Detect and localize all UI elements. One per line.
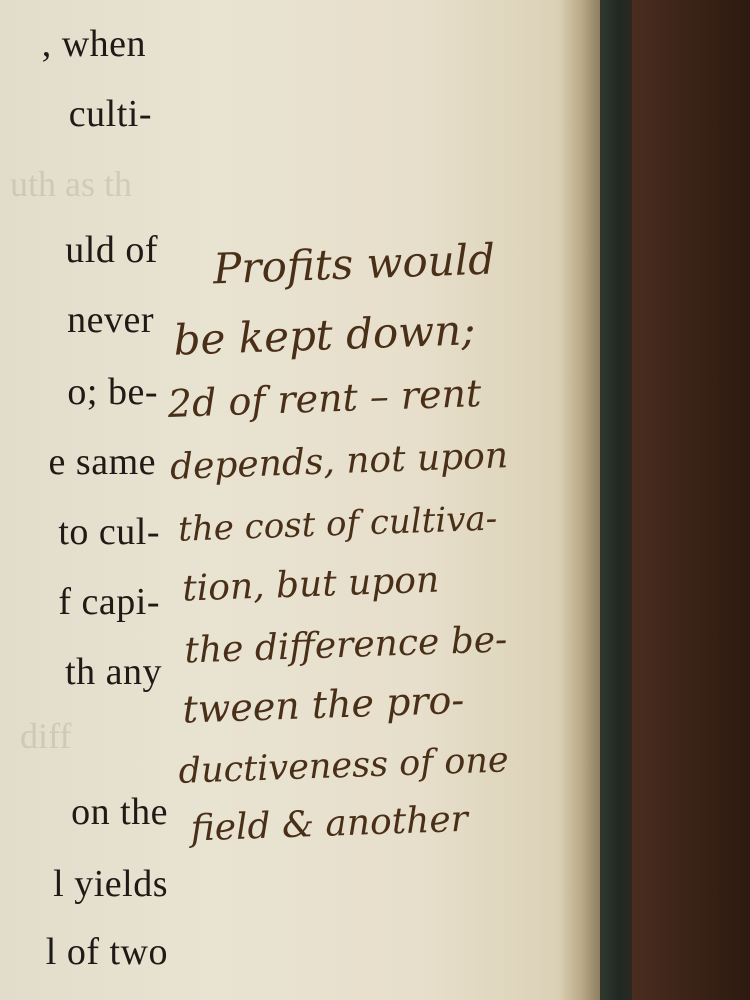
- printed-line: o; be-: [67, 371, 158, 413]
- handwritten-line: Profits would: [212, 234, 496, 294]
- printed-line: on the: [71, 791, 168, 833]
- printed-line: culti-: [68, 93, 152, 135]
- handwritten-line: the difference be-: [183, 619, 508, 672]
- handwritten-line: depends, not upon: [169, 435, 509, 488]
- bleed-through-text: diff: [20, 716, 72, 756]
- printed-line: never: [67, 299, 154, 341]
- handwritten-line: ductiveness of one: [177, 740, 510, 792]
- printed-line: , when: [41, 23, 146, 65]
- handwritten-line: 2d of rent – rent: [167, 371, 482, 426]
- handwritten-line: tween the pro-: [181, 677, 465, 732]
- handwritten-line: field & another: [189, 798, 469, 850]
- printed-line: th any: [65, 651, 162, 693]
- bleed-through-text: uth as th: [10, 164, 132, 204]
- printed-line: f capi-: [58, 581, 160, 623]
- handwritten-line: tion, but upon: [181, 559, 440, 610]
- printed-line: l yields: [53, 863, 168, 905]
- printed-line: to cul-: [58, 511, 160, 553]
- handwritten-line: be kept down;: [172, 305, 477, 365]
- handwritten-line: the cost of cultiva-: [177, 498, 498, 550]
- printed-line: l of two: [45, 931, 168, 973]
- printed-line: uld of: [65, 229, 158, 271]
- printed-line: e same: [48, 441, 156, 483]
